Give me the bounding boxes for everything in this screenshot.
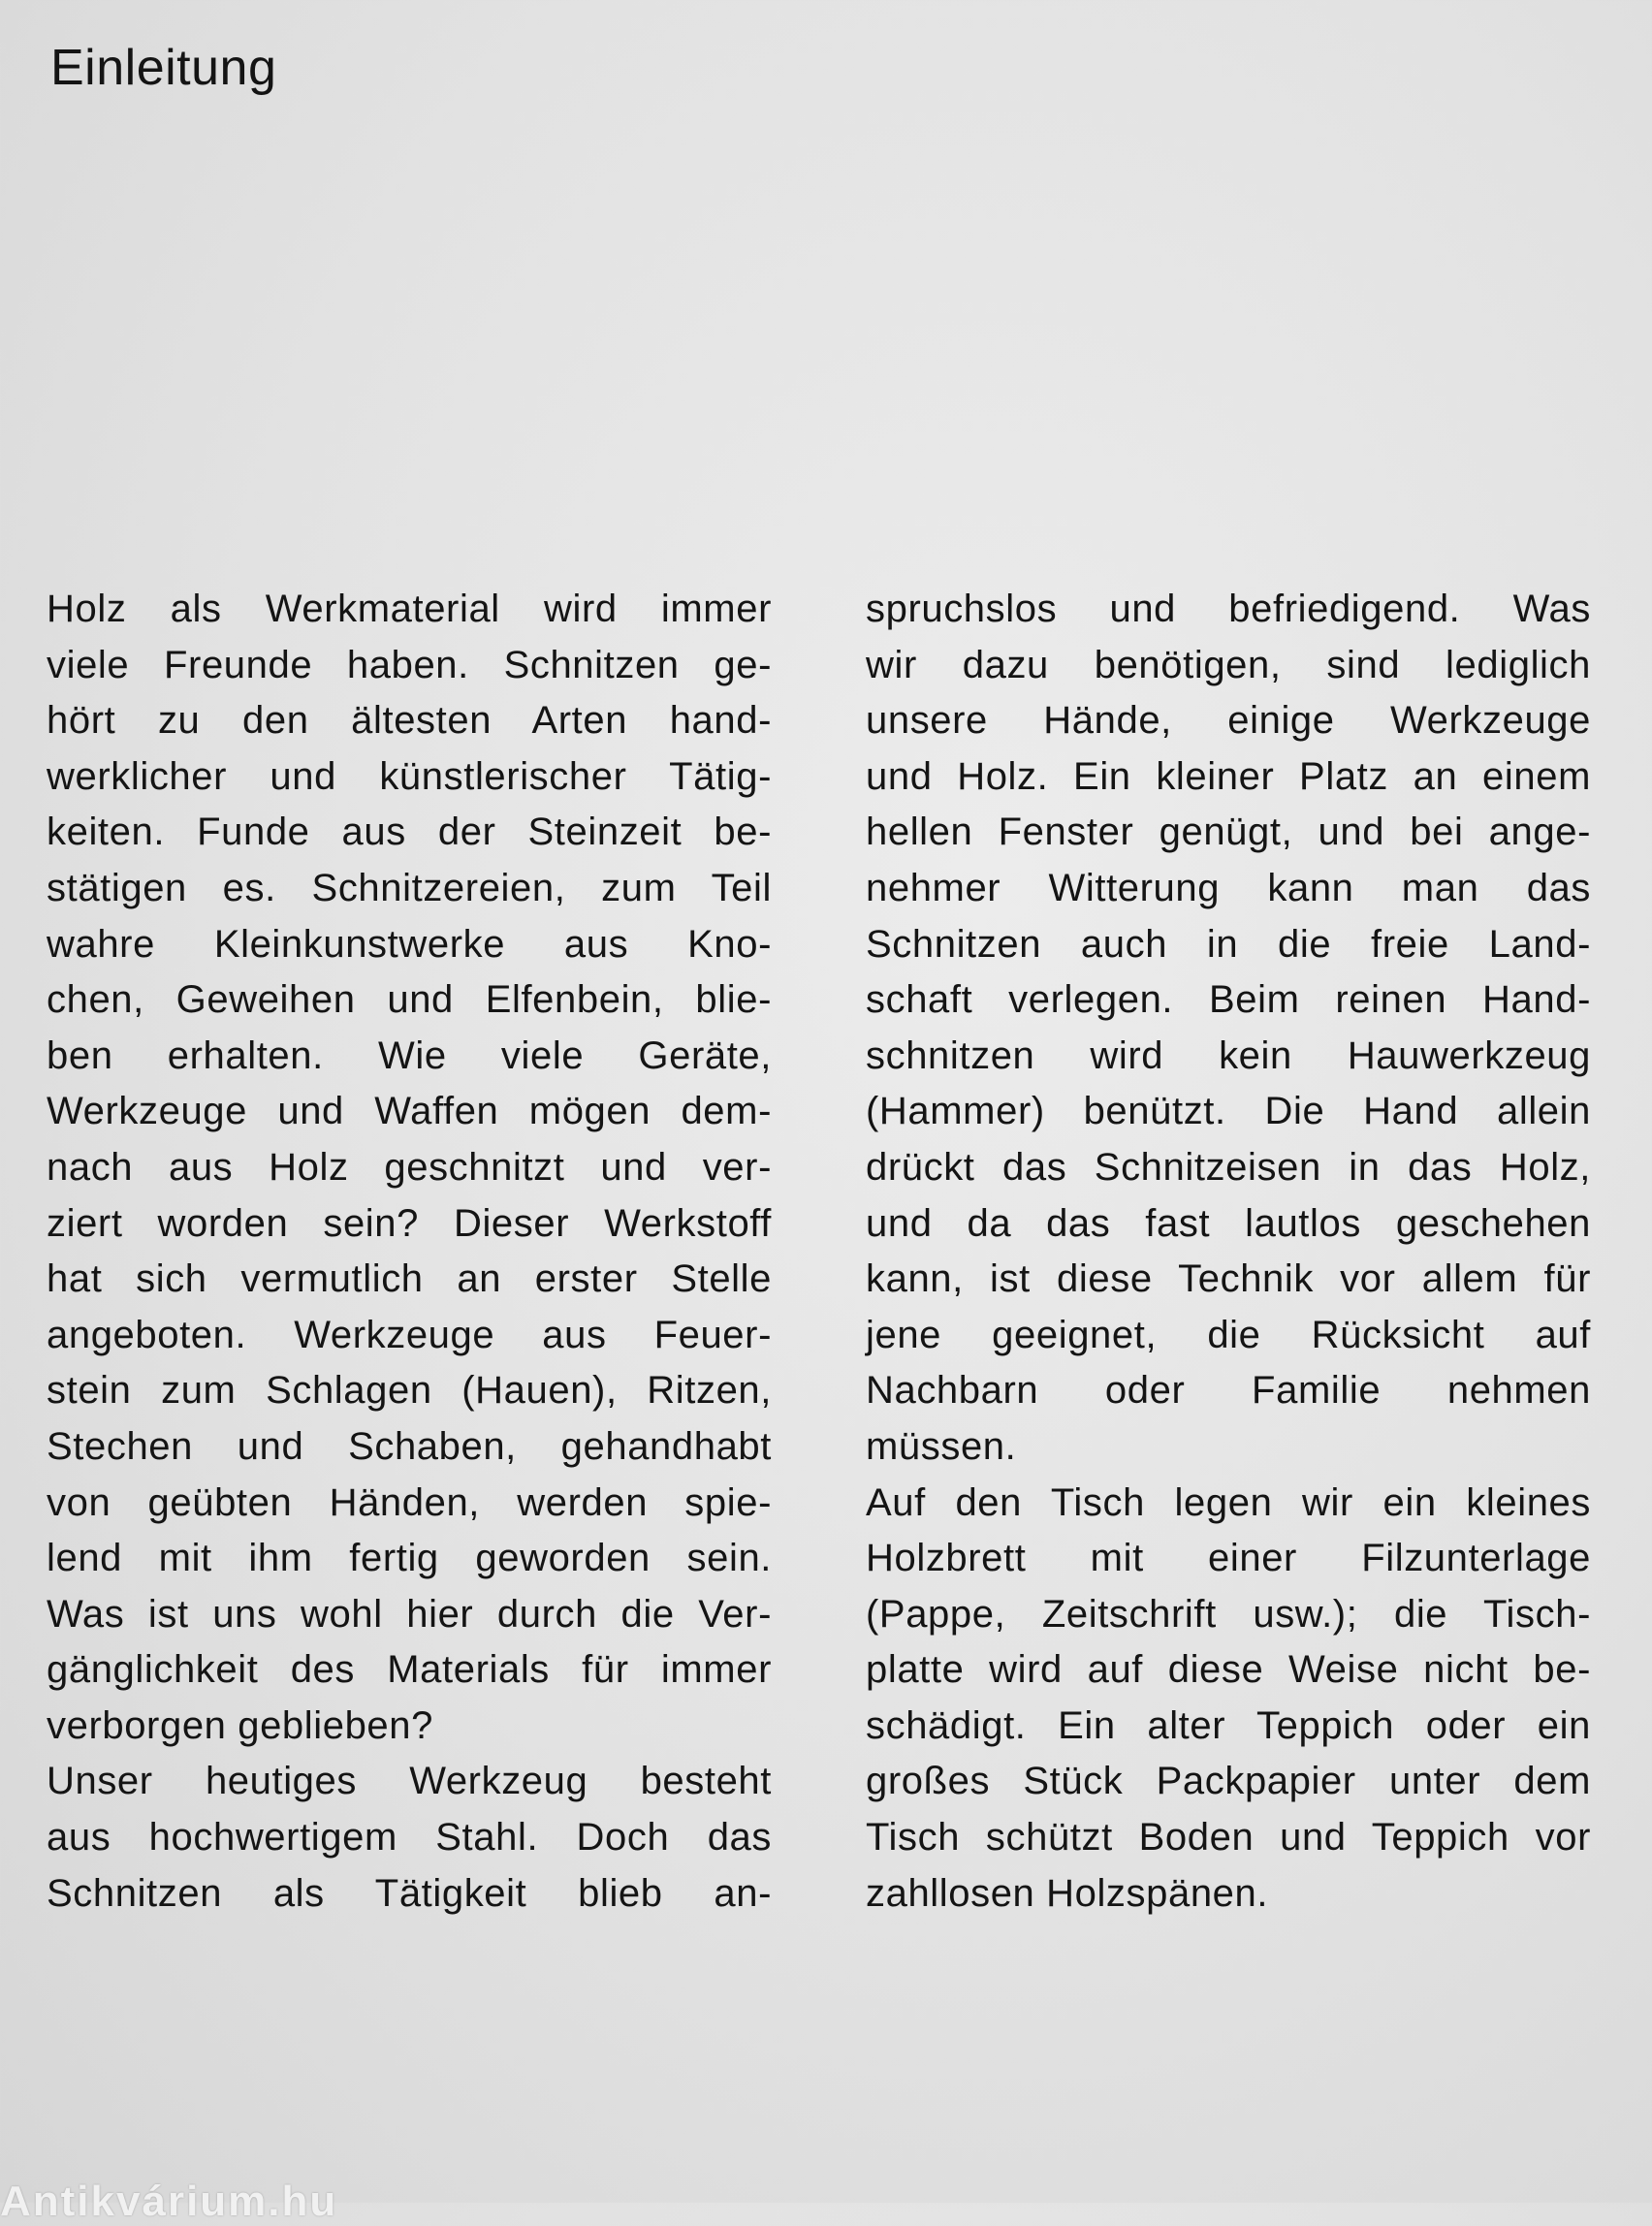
text-column-left: [47, 582, 772, 1922]
text-line: hat sich vermutlich an erster Stelle: [47, 1257, 772, 1301]
text-line: hört zu den ältesten Arten hand-: [47, 699, 772, 743]
text-line: Was ist uns wohl hier durch die Ver-: [47, 1592, 772, 1636]
text-line: Schnitzen auch in die freie Land-: [866, 922, 1591, 966]
text-line: stätigen es. Schnitzereien, zum Teil: [47, 866, 772, 909]
page-title: Einleitung: [50, 40, 277, 96]
text-line: Nachbarn oder Familie nehmen: [866, 1369, 1591, 1413]
text-line: angeboten. Werkzeuge aus Feuer-: [47, 1313, 772, 1356]
text-line: (Hammer) benützt. Die Hand allein: [866, 1090, 1591, 1133]
text-line: wir dazu benötigen, sind lediglich: [866, 643, 1591, 686]
text-line: spruchslos und befriedigend. Was: [866, 588, 1591, 630]
text-line: nehmer Witterung kann man das: [866, 866, 1591, 909]
text-line: ziert worden sein? Dieser Werkstoff: [47, 1201, 772, 1245]
text-line: aus hochwertigem Stahl. Doch das: [47, 1816, 772, 1860]
text-line: schnitzen wird kein Hauwerkzeug: [866, 1034, 1591, 1077]
text-column-right: [866, 582, 1591, 1922]
text-line: kann, ist diese Technik vor allem für: [866, 1257, 1591, 1301]
text-line: verborgen geblieben?: [47, 1703, 433, 1747]
text-line: gänglichkeit des Materials für immer: [47, 1648, 772, 1692]
text-line: nach aus Holz geschnitzt und ver-: [47, 1145, 772, 1189]
text-line: von geübten Händen, werden spie-: [47, 1480, 772, 1524]
text-line: Holzbrett mit einer Filzunterlage: [866, 1537, 1591, 1580]
text-line: Holz als Werkmaterial wird immer: [47, 588, 772, 630]
text-line: jene geeignet, die Rücksicht auf: [866, 1313, 1591, 1356]
text-line: und Holz. Ein kleiner Platz an einem: [866, 754, 1591, 798]
text-line: schädigt. Ein alter Teppich oder ein: [866, 1703, 1591, 1747]
text-line: Tisch schützt Boden und Teppich vor: [866, 1816, 1591, 1860]
text-line: Schnitzen als Tätigkeit blieb an-: [47, 1871, 772, 1915]
text-line: Werkzeuge und Waffen mögen dem-: [47, 1090, 772, 1133]
text-line: stein zum Schlagen (Hauen), Ritzen,: [47, 1369, 772, 1413]
text-line: chen, Geweihen und Elfenbein, blie-: [47, 978, 772, 1022]
text-line: zahllosen Holzspänen.: [866, 1871, 1269, 1915]
watermark: Antikvárium.hu: [0, 2178, 338, 2225]
text-line: unsere Hände, einige Werkzeuge: [866, 699, 1591, 743]
text-line: und da das fast lautlos geschehen: [866, 1201, 1591, 1245]
text-line: drückt das Schnitzeisen in das Holz,: [866, 1145, 1591, 1189]
text-line: müssen.: [866, 1424, 1017, 1468]
text-line: lend mit ihm fertig geworden sein.: [47, 1537, 772, 1580]
text-line: Unser heutiges Werkzeug besteht: [47, 1760, 772, 1803]
text-line: großes Stück Packpapier unter dem: [866, 1760, 1591, 1803]
text-line: werklicher und künstlerischer Tätig-: [47, 754, 772, 798]
text-line: platte wird auf diese Weise nicht be-: [866, 1648, 1591, 1692]
text-line: ben erhalten. Wie viele Geräte,: [47, 1034, 772, 1077]
text-line: viele Freunde haben. Schnitzen ge-: [47, 643, 772, 686]
text-line: keiten. Funde aus der Steinzeit be-: [47, 811, 772, 854]
text-line: hellen Fenster genügt, und bei ange-: [866, 811, 1591, 854]
text-line: (Pappe, Zeitschrift usw.); die Tisch-: [866, 1592, 1591, 1636]
text-line: schaft verlegen. Beim reinen Hand-: [866, 978, 1591, 1022]
text-line: Auf den Tisch legen wir ein kleines: [866, 1480, 1591, 1524]
text-line: wahre Kleinkunstwerke aus Kno-: [47, 922, 772, 966]
text-line: Stechen und Schaben, gehandhabt: [47, 1424, 772, 1468]
